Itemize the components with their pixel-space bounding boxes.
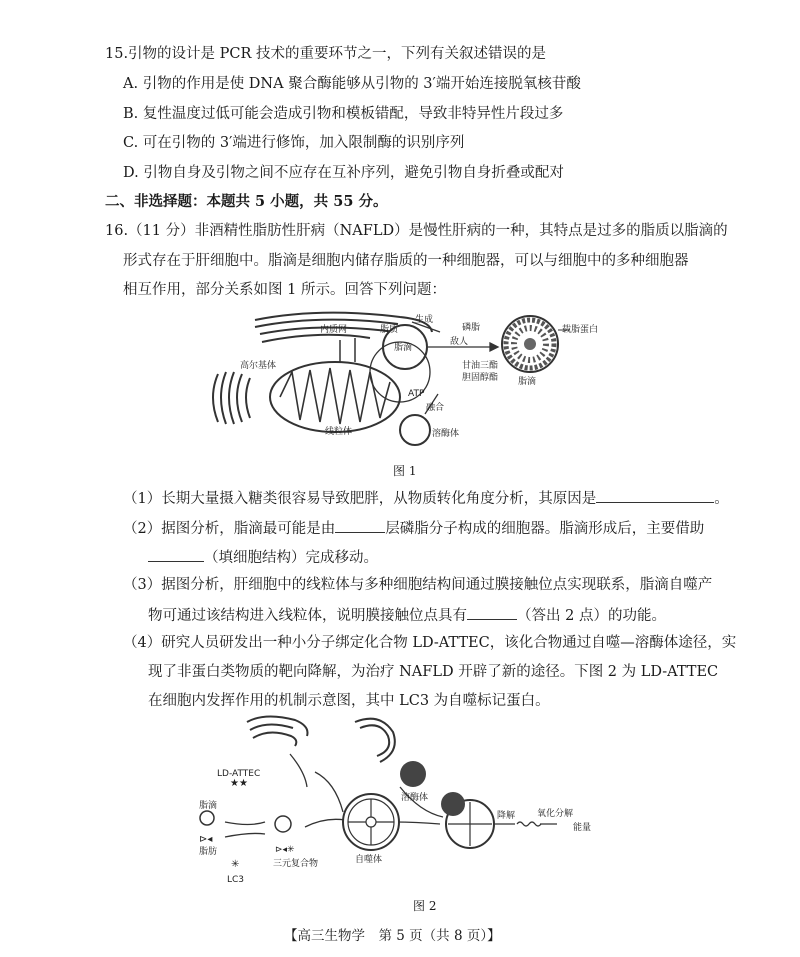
q15-option-b: B. 复性温度过低可能会造成引物和模板错配，导致非特异性片段过多 xyxy=(123,106,564,122)
q16-sub3-line2 xyxy=(148,604,666,626)
phagophore xyxy=(355,719,395,762)
q15-option-c: C. 可在引物的 3′端进行修饰，加入限制酶的识别序列 xyxy=(123,135,465,151)
label-golgi: 高尔基体 xyxy=(240,361,277,371)
label-energy: 能量 xyxy=(573,823,592,833)
q16-sub4-line1: （4）研究人员研发出一种小分子绑定化合物 LD-ATTEC，该化合物通过自噬—溶酶体途径，实 xyxy=(123,635,737,651)
label-droplet: 脂滴 xyxy=(199,801,218,811)
label-mito: 线粒体 xyxy=(325,427,353,437)
q16-sub3-line1: （3）据图分析，肝细胞中的线粒体与多种细胞结构间通过膜接触位点实现联系，脂滴自噬产 xyxy=(123,577,713,593)
label-er: 内质网 xyxy=(320,325,348,335)
figure-2 xyxy=(195,712,615,890)
label-phospholipid: 磷脂 xyxy=(462,323,481,333)
q16-sub3-blank xyxy=(467,604,517,620)
mitochondrion xyxy=(270,362,400,432)
label-cholesterol: 胆固醇酯 xyxy=(462,373,499,383)
q15-option-a: A. 引物的作用是使 DNA 聚合酶能够从引物的 3′端开始连接脱氧核苷酸 xyxy=(123,76,581,92)
lysosome xyxy=(400,415,430,445)
autophagosome xyxy=(343,794,399,850)
q15-stem: 15.引物的设计是 PCR 技术的重要环节之一，下列有关叙述错误的是 xyxy=(105,46,547,62)
label-oxidize: 氧化分解 xyxy=(537,809,574,819)
degraded-products xyxy=(517,822,541,826)
q16-sub4-line3: 在细胞内发挥作用的机制示意图，其中 LC3 为自噬标记蛋白。 xyxy=(148,693,550,709)
q15-option-d: D. 引物自身及引物之间不应存在互补序列，避免引物自身折叠或配对 xyxy=(123,165,564,181)
q16-sub1-blank xyxy=(596,487,714,503)
label-droplet-inner: 脂滴 xyxy=(394,343,413,353)
q16-sub1-end: 。 xyxy=(714,491,729,507)
label-atp: ATP xyxy=(408,389,425,399)
lysosome-filled xyxy=(400,761,426,787)
q16-intro-line3: 相互作用，部分关系如图 1 所示。回答下列问题： xyxy=(123,282,446,298)
q16-sub2-text-a: （2）据图分析，脂滴最可能是由 xyxy=(123,521,336,537)
lipid-droplet xyxy=(502,316,558,372)
lc3-glyph: ✳ xyxy=(231,859,240,870)
label-lipid: 脂质 xyxy=(380,325,399,335)
ld-attec-marker: ★★ xyxy=(230,778,248,789)
q16-sub1-text: （1）长期大量摄入糖类很容易导致肥胖，从物质转化角度分析，其原因是 xyxy=(123,491,597,507)
q16-sub2-line2 xyxy=(148,546,378,568)
q16-sub2-text-b: 层磷脂分子构成的细胞器。脂滴形成后，主要借助 xyxy=(385,521,705,537)
label-tg: 甘油三酯 xyxy=(462,361,499,371)
label-lc3: LC3 xyxy=(227,875,245,885)
label-droplet: 脂滴 xyxy=(518,377,537,387)
label-lysosome: 溶酶体 xyxy=(432,429,460,439)
q16-sub3-text-c: （答出 2 点）的功能。 xyxy=(517,608,666,624)
label-ternary: 三元复合物 xyxy=(273,859,319,869)
label-fuse: 融合 xyxy=(426,403,445,413)
section-heading: 二、非选择题：本题共 5 小题，共 55 分。 xyxy=(105,193,388,210)
ternary-glyph: ⊳◂✳ xyxy=(275,845,295,855)
droplet-circle xyxy=(200,811,214,825)
q16-sub2-line1 xyxy=(123,517,704,539)
page-footer: 【高三生物学 第 5 页（共 8 页）】 xyxy=(284,928,501,944)
q16-sub2-blank1 xyxy=(335,517,385,533)
q16-sub2-text-c: （填细胞结构）完成移动。 xyxy=(204,550,378,566)
label-ldattec: LD-ATTEC xyxy=(217,769,261,779)
q16-sub1 xyxy=(123,487,729,509)
autolysosome xyxy=(441,792,494,848)
label-enter: 敌人 xyxy=(450,337,469,347)
figure-1 xyxy=(200,302,600,452)
q16-sub3-text-b: 物可通过该结构进入线粒体，说明膜接触位点具有 xyxy=(148,608,467,624)
label-lysosome: 溶酶体 xyxy=(401,793,429,803)
figure-2-caption: 图 2 xyxy=(413,899,437,913)
fig2-er xyxy=(247,716,308,746)
golgi xyxy=(213,372,250,424)
q16-intro-line2: 形式存在于肝细胞中。脂滴是细胞内储存脂质的一种细胞器，可以与细胞中的多种细胞器 xyxy=(123,253,689,269)
label-autophagosome: 自噬体 xyxy=(355,855,383,865)
figure-1-caption: 图 1 xyxy=(393,464,417,478)
fat-glyph: ⊳◂ xyxy=(199,834,213,845)
q16-sub2-blank2 xyxy=(148,546,204,562)
label-fat: 脂肪 xyxy=(199,847,218,857)
q16-sub4-line2: 现了非蛋白类物质的靶向降解，为治疗 NAFLD 开辟了新的途径。下图 2 为 LD-ATTEC xyxy=(148,664,719,680)
label-generate: 生成 xyxy=(415,315,434,325)
label-lipid-protein: 载脂蛋白 xyxy=(562,325,599,335)
label-degrade: 降解 xyxy=(497,811,516,821)
ternary-complex xyxy=(275,816,291,832)
q16-intro-line1: 16.（11 分）非酒精性脂肪性肝病（NAFLD）是慢性肝病的一种，其特点是过多的脂质以脂滴的 xyxy=(105,223,728,239)
